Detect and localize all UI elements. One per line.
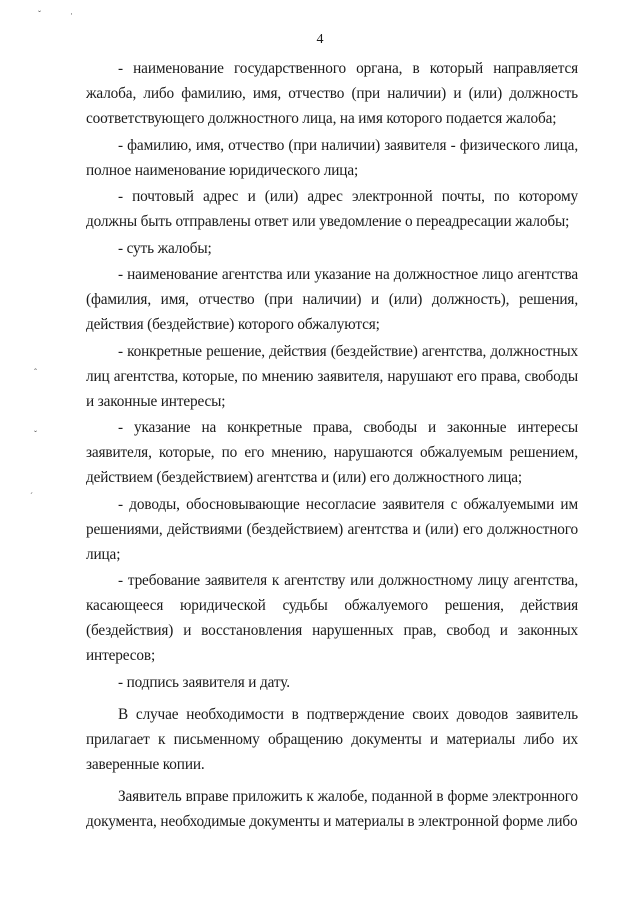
paragraph: - указание на конкретные права, свободы и законные интересы заявителя, которые, по его мнению, нарушаются обжалуемым решением, действием (бездействием) агентства и (или) его должностного лица;	[86, 419, 578, 486]
scan-mark: ´	[30, 491, 33, 501]
paragraph: - почтовый адрес и (или) адрес электронной почты, по которому должны быть отправлены ответ или уведомление о переадресации жалобы;	[86, 188, 578, 230]
paragraph: Заявитель вправе приложить к жалобе, поданной в форме электронного документа, необходимые документы и материалы в электронной форме либо	[86, 787, 578, 830]
paragraph: - подпись заявителя и дату.	[118, 673, 290, 691]
paragraph: - наименование государственного органа, в который направляется жалоба, либо фамилию, имя, отчество (при наличии) и (или) должность соответствующего должностного лица, на имя которого подается жалоба;	[86, 60, 578, 127]
scan-mark: ˇ	[34, 429, 37, 439]
page-number: 4	[316, 32, 324, 47]
scan-mark: ·	[70, 9, 73, 19]
scan-mark: ˆ	[34, 367, 37, 377]
paragraph: - доводы, обосновывающие несогласие заявителя с обжалуемыми им решениями, действиями (бездействием) агентства и (или) его должностного лица;	[86, 495, 578, 563]
paragraph: - суть жалобы;	[118, 239, 212, 257]
paragraph: - наименование агентства или указание на должностное лицо агентства (фамилия, имя, отчество (при наличии) и (или) должность), решения, действия (бездействие) которого обжалуются;	[86, 266, 578, 333]
document-body	[86, 56, 578, 835]
paragraph: - конкретные решение, действия (бездействие) агентства, должностных лиц агентства, которые, по мнению заявителя, нарушают его права, свободы и законные интересы;	[86, 342, 578, 410]
paragraph: В случае необходимости в подтверждение своих доводов заявитель прилагает к письменному обращению документы и материалы либо их заверенные копии.	[86, 705, 578, 773]
paragraph: - требование заявителя к агентству или должностному лицу агентства, касающееся юридической судьбы обжалуемого решения, действия (бездействия) и восстановления нарушенных прав, свобод и законных интересов;	[86, 572, 578, 664]
scan-mark: ˇ	[38, 9, 41, 19]
paragraph: - фамилию, имя, отчество (при наличии) заявителя - физического лица, полное наименование юридического лица;	[86, 136, 578, 179]
